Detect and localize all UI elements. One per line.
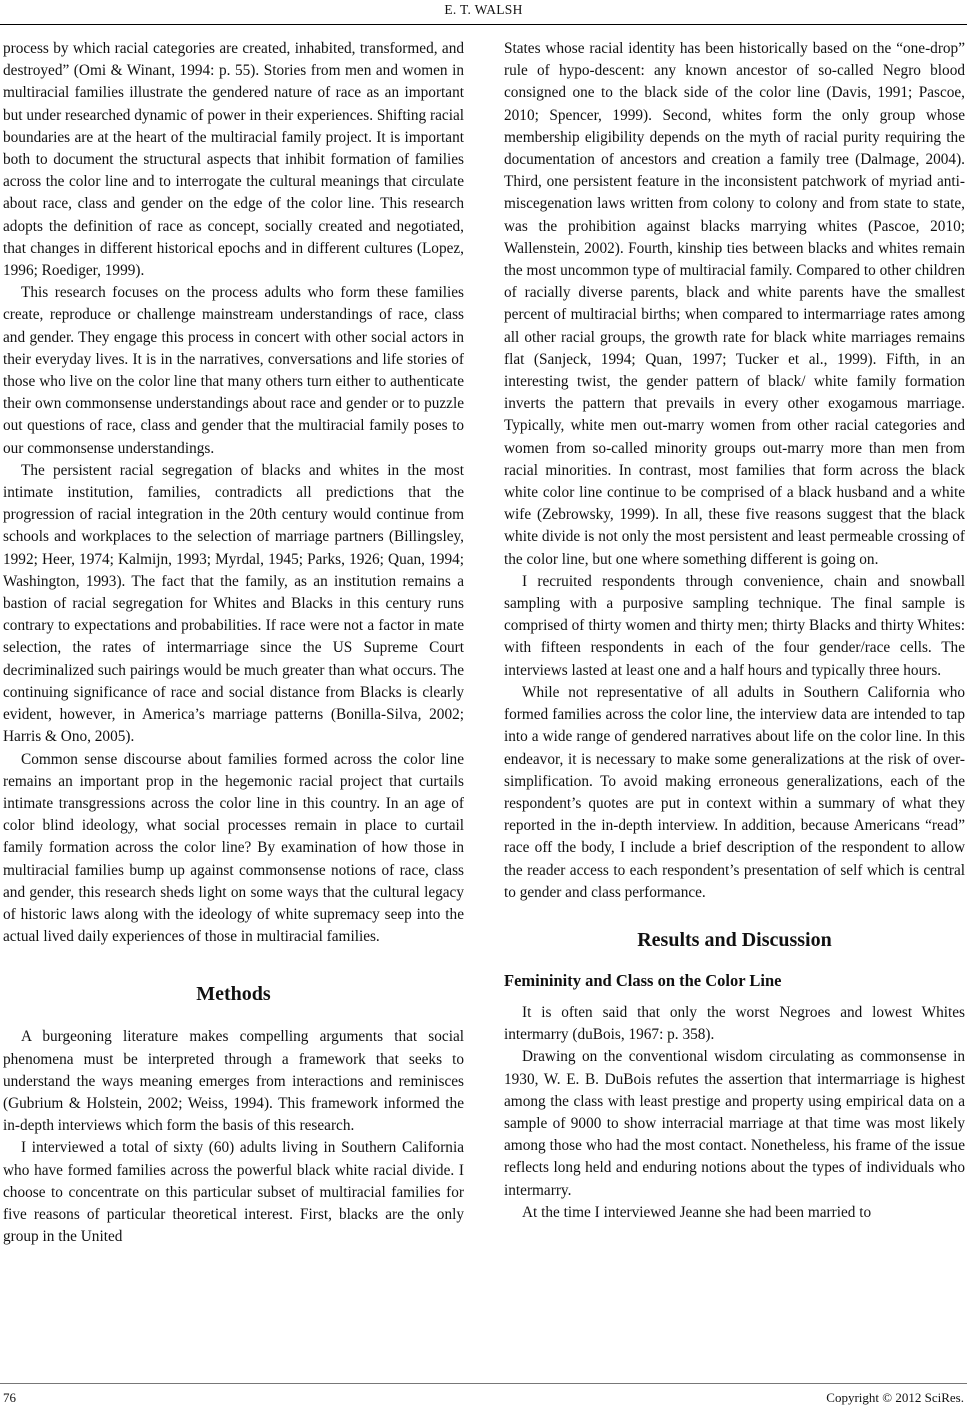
body-paragraph: States whose racial identity has been historically based on the “one-drop” rule of hypo-descent: any known ancestor of so-called Negro blood consigned one to the black side of the color line (Davis, 1991; Pascoe, 2010; Spencer, 1999). Second, whites form the only group whose membership eligibility depends on the myth of racial purity requiring the documentation of ancestors and creation a family tree (Dalmage, 2004). Third, one persistent feature in the inconsistent patchwork of myriad anti-miscegenation laws written from colony to colony and from state to state, was the prohibition against blacks marrying whites (Pascoe, 2010; Wallenstein, 2002). Fourth, kinship ties between blacks and whites remain the most uncommon type of multiracial family. Compared to other children of racially diverse parents, black and white parents have the smallest percent of multiracial births; when compared to intermarriage rates among all other racial groups, the growth rate for black white marriages remains flat (Sanjeck, 1994; Quan, 1997; Tucker et al., 1999). Fifth, in an interesting twist, the gender pattern of black/ white family formation inverts the pattern that prevails in every other exogamous marriage. Typically, white men out-marry women from other racial categories and women from so-called minority groups out-marry more than men from racial minorities. In contrast, most families that form across the black white color line continue to be comprised of a black husband and a white wife (Zebrowsky, 1999). In all, these five reasons suggest that the black white divide is not only the most persistent and least permeable crossing of the color line, but one where something different is going on.	[504, 40, 965, 568]
page-number: 76	[3, 1390, 16, 1405]
copyright-notice: Copyright © 2012 SciRes.	[826, 1390, 964, 1405]
body-paragraph: I interviewed a total of sixty (60) adults living in Southern California who have formed families across the powerful black white racial divide. I choose to concentrate on this particular subset of multiracial families for five reasons of particular theoretical interest. First, blacks are the only group in the United	[3, 1139, 464, 1246]
body-paragraph: A burgeoning literature makes compelling arguments that social phenomena must be interpreted through a framework that seeks to understand the ways meaning emerges from interactions and reminisces (Gubrium & Holstein, 2002; Weiss, 1994). This framework informed the in-depth interviews which form the basis of this research.	[3, 1028, 464, 1135]
body-paragraph: Drawing on the conventional wisdom circulating as commonsense in 1930, W. E. B. DuBois refutes the assertion that intermarriage is highest among the class with least prestige and property using empirical data on a sample of 9000 to show interracial marriage at that time was most likely among those who had the most contact. Nonetheless, his frame of the issue reflects long held and enduring notions about the types of individuals who intermarry.	[504, 1048, 965, 1199]
right-column	[504, 38, 965, 1224]
left-column	[3, 38, 464, 1248]
body-paragraph: I recruited respondents through convenience, chain and snowball sampling with a purposive sampling technique. The final sample is comprised of thirty women and thirty men; thirty Blacks and thirty Whites: with fifteen respondents in each of the four gender/race cells. The interviews lasted at least one and a half hours and typically three hours.	[504, 572, 965, 679]
subsection-heading: Femininity and Class on the Color Line	[504, 970, 782, 990]
body-paragraph: The persistent racial segregation of blacks and whites in the most intimate institution, families, contradicts all predictions that the progression of racial integration in the 20th century would continue from schools and workplaces to the selection of marriage partners (Billingsley, 1992; Heer, 1974; Kalmijn, 1993; Myrdal, 1945; Parks, 1926; Quan, 1994; Washington, 1993). The fact that the family, as an institution remains a bastion of racial segregation for Whites and Blacks in this century runs contrary to expectations and probabilities. If race were not a factor in mate selection, the rates of intermarriage since the US Supreme Court decriminalized such pairings would be much greater than what occurs. The continuing significance of race and social distance from Blacks is clearly evident, however, in America’s marriage patterns (Bonilla-Silva, 2002; Harris & Ono, 2005).	[3, 461, 464, 746]
body-paragraph: This research focuses on the process adults who form these families create, reproduce or challenge mainstream understandings of race, class and gender. They engage this process in concert with other social actors in their everyday lives. It is in the narratives, conversations and life stories of those who live on the color line that many others turn either to authenticate their own commonsense understandings about race and gender or to puzzle out questions of race, class and gender that the multiracial family poses to our commonsense understandings.	[3, 284, 464, 457]
methods-heading: Methods	[196, 983, 271, 1006]
footer-rule	[0, 1383, 967, 1384]
running-head: E. T. WALSH	[444, 2, 523, 17]
header-rule	[0, 24, 967, 25]
body-paragraph: Common sense discourse about families formed across the color line remains an important prop in the hegemonic racial project that curtails intimate transgressions across the color line in this country. In an age of color blind ideology, what social processes remain in place to curtail family formation across the color line? By examination of how those in multiracial families bump up against commonsense notions of race, class and gender, this research sheds light on some ways that the cultural legacy of historic laws along with the ideology of white supremacy seep into the actual lived daily experiences of those in multiracial families.	[3, 750, 464, 946]
epigraph-quote: It is often said that only the worst Negroes and lowest Whites intermarry (duBois, 1967: p. 358).	[504, 1003, 965, 1044]
body-paragraph: While not representative of all adults in Southern California who formed families across the color line, the interview data are intended to tap into a wide range of gendered narratives about life on the color line. In this endeavor, it is necessary to make some generalizations at the risk of over-simplification. To avoid making erroneous generalizations, each of the respondent’s quotes are put in context within a summary of what they reported in the in-depth interview. In addition, because Americans “read” race off the body, I include a brief description of the respondent to allow the reader access to each respondent’s presentation of self which is central to gender and class performance.	[504, 683, 965, 901]
body-paragraph: At the time I interviewed Jeanne she had been married to	[522, 1203, 872, 1221]
results-heading: Results and Discussion	[637, 928, 832, 951]
body-paragraph: process by which racial categories are created, inhabited, transformed, and destroyed” (Omi & Winant, 1994: p. 55). Stories from men and women in multiracial families illustrate the gendered nature of race as an important but under researched dynamic of power in their experiences. Shifting racial boundaries are at the heart of the multiracial family project. It is important both to document the structural aspects that inhibit formation of families across the color line and to interrogate the cultural meanings that circulate about race, class and gender on the edge of the color line. This research adopts the definition of race as concept, socially created and negotiated, that changes in different historical epochs and in different cultures (Lopez, 1996; Roediger, 1999).	[3, 40, 464, 280]
